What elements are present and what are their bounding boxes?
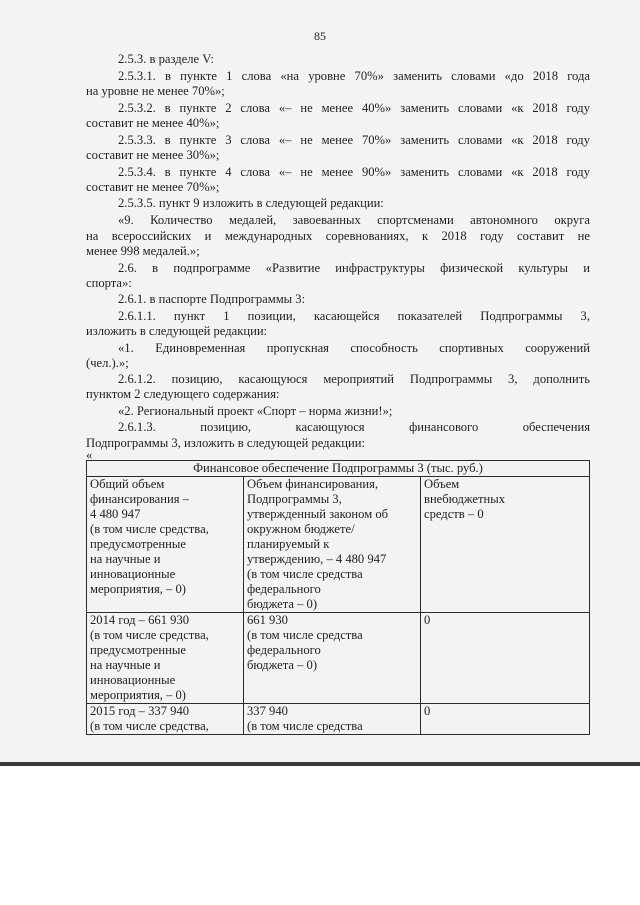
text-line: 2.6.1.3. позицию, касающуюся финансового обеспечения [118,420,590,434]
text-line: изложить в следующей редакции: [86,324,268,338]
opening-quote: « [86,448,93,462]
text-line: (чел.).»; [86,356,129,370]
text-line: 2.5.3.5. пункт 9 изложить в следующей редакции: [118,196,384,210]
text-line: 2.5.3.1. в пункте 1 слова «на уровне 70%» заменить словами «до 2018 года [118,69,590,83]
text-line: составит не менее 70%»; [86,180,220,194]
text-line: 2.5.3. в разделе V: [118,52,214,66]
table-title: Финансовое обеспечение Подпрограммы 3 (тыс. руб.) [87,461,590,477]
text-line: менее 998 медалей.»; [86,244,200,258]
table-cell: 661 930 (в том числе средства федерального бюджета – 0) [244,613,421,704]
table-header-row [87,477,590,613]
table-cell: 0 [421,613,590,704]
text-line: пунктом 2 следующего содержания: [86,387,280,401]
text-line: «9. Количество медалей, завоеванных спортсменами автономного округа [118,213,590,227]
text-line: 2.6.1. в паспорте Подпрограммы 3: [118,292,306,306]
total-financing-cell: Общий объем финансирования – 4 480 947 (в том числе средства, предусмотренные на научные и инновационные мероприятия, – 0) [87,477,244,613]
sheet-bottom-edge [0,762,640,766]
table-row [87,704,590,735]
text-line: 2.6.1.1. пункт 1 позиции, касающейся показателей Подпрограммы 3, [118,309,590,323]
text-line: на уровне не менее 70%»; [86,84,225,98]
text-line: 2.6.1.2. позицию, касающуюся мероприятий Подпрограммы 3, дополнить [118,372,590,386]
financing-table [86,460,590,735]
table-row [87,613,590,704]
extrabudgetary-cell: Объем внебюджетных средств – 0 [421,477,590,613]
text-line: на всероссийских и международных соревнованиях, к 2018 году составит не [86,229,590,243]
text-line: 2.5.3.4. в пункте 4 слова «– не менее 90%» заменить словами «к 2018 году [118,165,590,179]
text-line: 2.5.3.3. в пункте 3 слова «– не менее 70%» заменить словами «к 2018 году [118,133,590,147]
approved-financing-cell: Объем финансирования, Подпрограммы 3, утвержденный законом об окружном бюджете/ планируемый к утверждению, – 4 480 947 (в том числе средства федерального бюджета – 0) [244,477,421,613]
text-line: «2. Региональный проект «Спорт – норма жизни!»; [118,404,393,418]
table-cell: 337 940 (в том числе средства [244,704,421,735]
text-line: составит не менее 30%»; [86,148,220,162]
table-cell: 2015 год – 337 940 (в том числе средства, [87,704,244,735]
text-line: составит не менее 40%»; [86,116,220,130]
text-line: 2.5.3.2. в пункте 2 слова «– не менее 40%» заменить словами «к 2018 году [118,101,590,115]
table-cell: 2014 год – 661 930 (в том числе средства, предусмотренные на научные и инновационные мероприятия, – 0) [87,613,244,704]
table-cell: 0 [421,704,590,735]
text-line: 2.6. в подпрограмме «Развитие инфраструктуры физической культуры и [118,261,590,275]
page-number: 85 [314,29,326,43]
text-line: «1. Единовременная пропускная способность спортивных сооружений [118,341,590,355]
text-line: спорта»: [86,276,132,290]
text-line: Подпрограммы 3, изложить в следующей редакции: [86,436,366,450]
